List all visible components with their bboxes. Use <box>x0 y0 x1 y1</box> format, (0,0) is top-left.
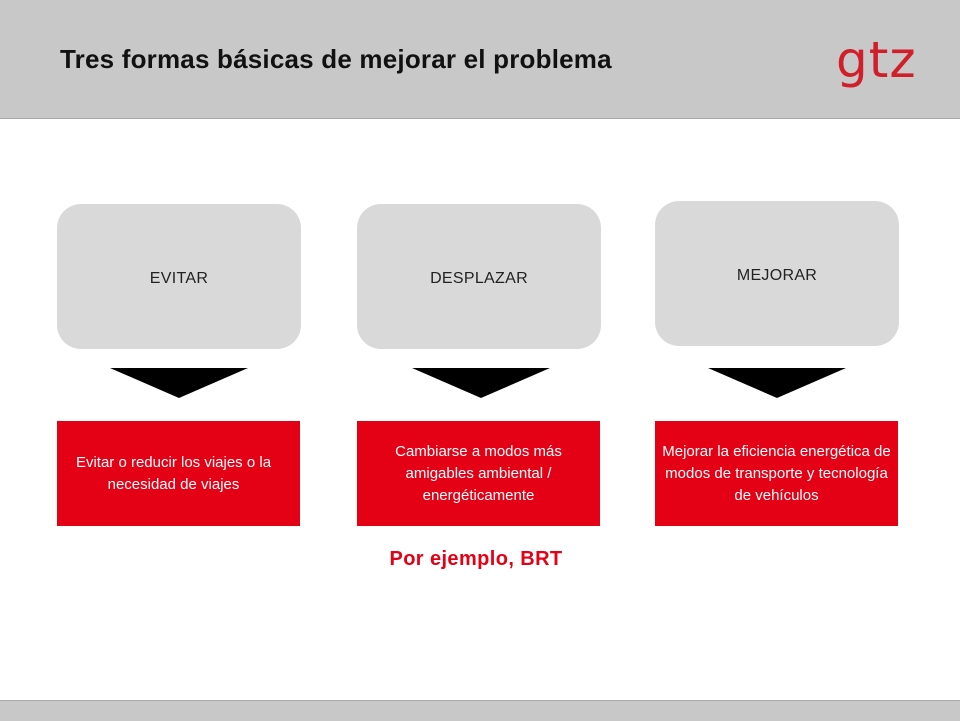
footer-bar <box>0 700 960 721</box>
down-arrow-icon <box>412 368 550 398</box>
desplazar-label: DESPLAZAR <box>430 270 528 287</box>
mejorar-label-box <box>655 201 899 346</box>
down-arrow-icon <box>708 368 846 398</box>
evitar-label: EVITAR <box>149 270 209 287</box>
desplazar-label-box <box>357 204 601 349</box>
mejorar-description-box <box>655 421 898 526</box>
gtz-logo: gtz <box>836 31 917 89</box>
mejorar-label: MEJORAR <box>736 267 818 284</box>
evitar-description-box <box>57 421 300 526</box>
header-bar <box>0 0 960 119</box>
desplazar-description-box <box>357 421 600 526</box>
example-text: Por ejemplo, BRT <box>389 548 563 570</box>
evitar-description: Evitar o reducir los viajes o la necesidad de viajes <box>75 453 272 493</box>
mejorar-description: Mejorar la eficiencia energética de modos de transporte y tecnología de vehículos <box>662 442 891 504</box>
slide-title: Tres formas básicas de mejorar el problema <box>60 44 612 74</box>
desplazar-description: Cambiarse a modos más amigables ambiental / energéticamente <box>395 442 562 504</box>
evitar-label-box <box>57 204 301 349</box>
down-arrow-icon <box>110 368 248 398</box>
